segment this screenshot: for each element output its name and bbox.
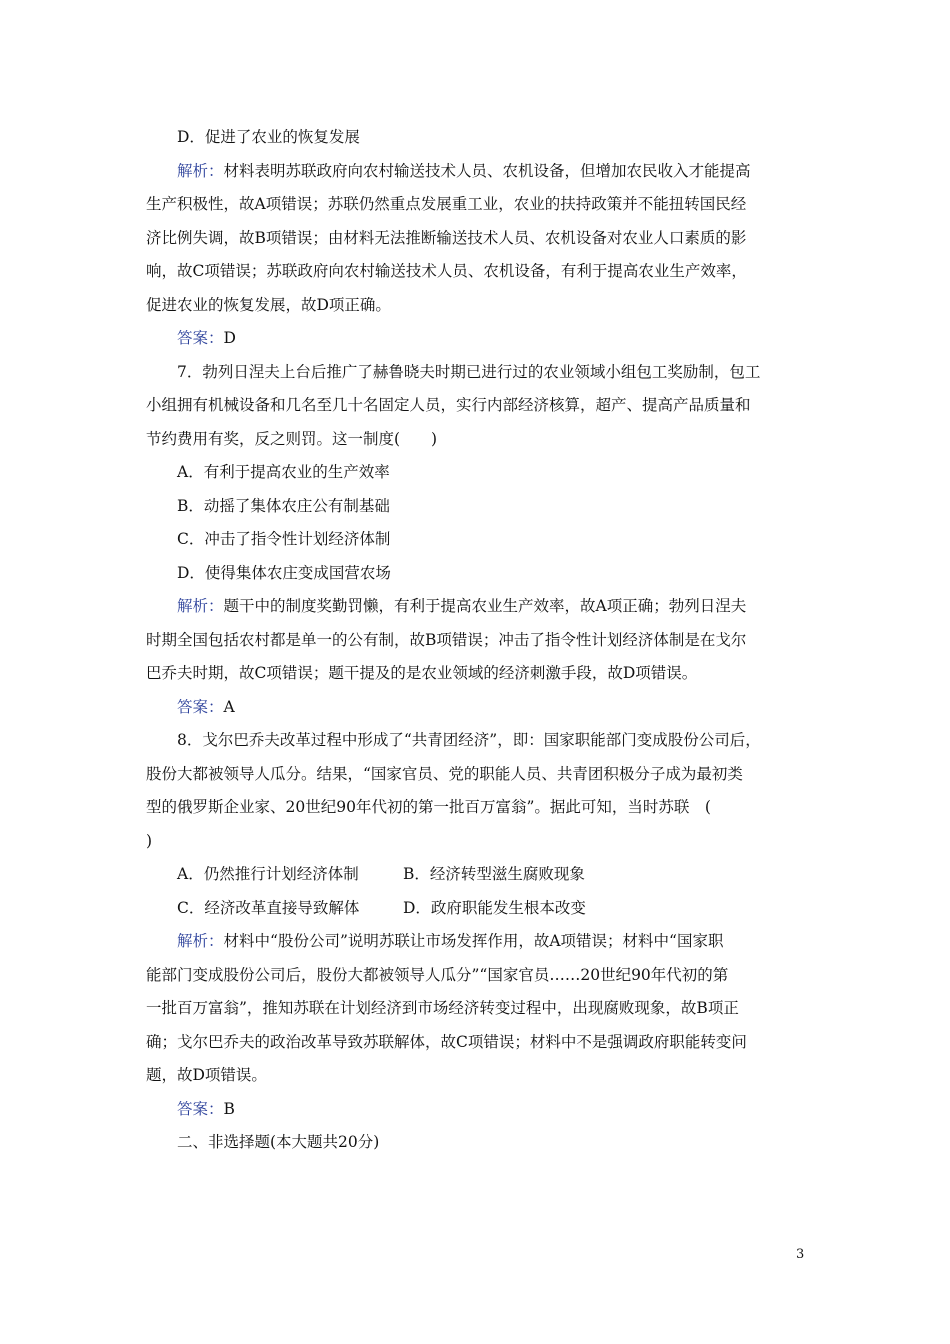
q8-option-b: B．经济转型滋生腐败现象 — [403, 865, 585, 883]
q8-analysis-line-5: 题，故D项错误。 — [146, 1066, 267, 1084]
q8-analysis-line-3: 一批百万富翁”，推知苏联在计划经济到市场经济转变过程中，出现腐败现象，故B项正 — [146, 999, 739, 1017]
q7-answer — [146, 691, 811, 725]
q7-answer-label: 答案： — [177, 697, 224, 716]
q7-answer-value: A — [223, 697, 235, 716]
q8-analysis-label: 解析： — [177, 932, 224, 950]
q8-analysis-line-1: 解析：材料中“股份公司”说明苏联让市场发挥作用，故A项错误；材料中“国家职 — [177, 932, 724, 950]
q8-options-row-1 — [146, 858, 811, 892]
q6-analysis-line-1: 解析：材料表明苏联政府向农村输送技术人员、农机设备，但增加农民收入才能提高 — [177, 161, 751, 180]
q8-stem-line-1: 8．戈尔巴乔夫改革过程中形成了“共青团经济”，即：国家职能部门变成股份公司后， — [177, 731, 761, 749]
q8-analysis-line-2: 能部门变成股份公司后，股份大都被领导人瓜分”“国家官员……20世纪90年代初的第 — [146, 965, 729, 984]
section-heading: 二、非选择题(本大题共20分) — [177, 1133, 380, 1151]
q6-option-d: D．促进了农业的恢复发展 — [177, 128, 360, 146]
q8-stem-line-2: 股份大都被领导人瓜分。结果，“国家官员、党的职能人员、共青团积极分子成为最初类 — [146, 764, 743, 783]
q8-option-c: C．经济改革直接导致解体 — [177, 898, 360, 917]
q8-answer — [146, 1093, 811, 1127]
q7-stem-line-3: 节约费用有奖，反之则罚。这一制度( ) — [146, 429, 438, 448]
q6-analysis-line-4: 响，故C项错误；苏联政府向农村输送技术人员、农机设备，有利于提高农业生产效率， — [146, 262, 747, 280]
q8-analysis-line-4: 确；戈尔巴乔夫的政治改革导致苏联解体，故C项错误；材料中不是强调政府职能转变问 — [146, 1032, 747, 1051]
q6-answer — [146, 322, 811, 356]
q6-analysis-line-3: 济比例失调，故B项错误；由材料无法推断输送技术人员、农机设备对农业人口素质的影 — [146, 228, 747, 247]
q7-stem-line-1: 7．勃列日涅夫上台后推广了赫鲁晓夫时期已进行过的农业领域小组包工奖励制，包工 — [177, 362, 761, 381]
q7-option-a: A．有利于提高农业的生产效率 — [177, 463, 390, 481]
q7-option-c: C．冲击了指令性计划经济体制 — [177, 530, 391, 548]
q8-option-d: D．政府职能发生根本改变 — [403, 898, 586, 917]
q7-analysis-label: 解析： — [177, 597, 224, 615]
q7-analysis-line-1: 解析：题干中的制度奖勤罚懒，有利于提高农业生产效率，故A项正确；勃列日涅夫 — [177, 597, 747, 615]
q8-option-a: A．仍然推行计划经济体制 — [177, 865, 359, 883]
q6-answer-label: 答案： — [177, 329, 224, 347]
q6-analysis-line-2: 生产积极性，故A项错误；苏联仍然重点发展重工业，农业的扶持政策并不能扭转国民经 — [146, 195, 747, 213]
page-number: 3 — [796, 1247, 805, 1262]
q7-analysis-line-2: 时期全国包括农村都是单一的公有制，故B项错误；冲击了指令性计划经济体制是在戈尔 — [146, 630, 747, 649]
q8-stem-line-3: 型的俄罗斯企业家、20世纪90年代初的第一批百万富翁”。据此可知，当时苏联 ( — [146, 798, 711, 816]
q6-analysis-line-5: 促进农业的恢复发展，故D项正确。 — [146, 295, 391, 314]
q7-stem-line-2: 小组拥有机械设备和几名至几十名固定人员，实行内部经济核算，超产、提高产品质量和 — [146, 396, 751, 414]
q7-option-d: D．使得集体农庄变成国营农场 — [177, 563, 391, 582]
q7-analysis-line-3: 巴乔夫时期，故C项错误；题干提及的是农业领域的经济刺激手段，故D项错误。 — [146, 664, 698, 682]
q7-option-b: B．动摇了集体农庄公有制基础 — [177, 496, 390, 515]
q8-answer-value: B — [223, 1099, 235, 1118]
q8-options-row-2 — [146, 892, 811, 926]
q6-answer-value: D — [223, 329, 236, 347]
page-content — [146, 121, 811, 1160]
q8-answer-label: 答案： — [177, 1099, 224, 1118]
q8-stem-line-4: ) — [146, 831, 153, 850]
q6-analysis-label: 解析： — [177, 161, 224, 180]
